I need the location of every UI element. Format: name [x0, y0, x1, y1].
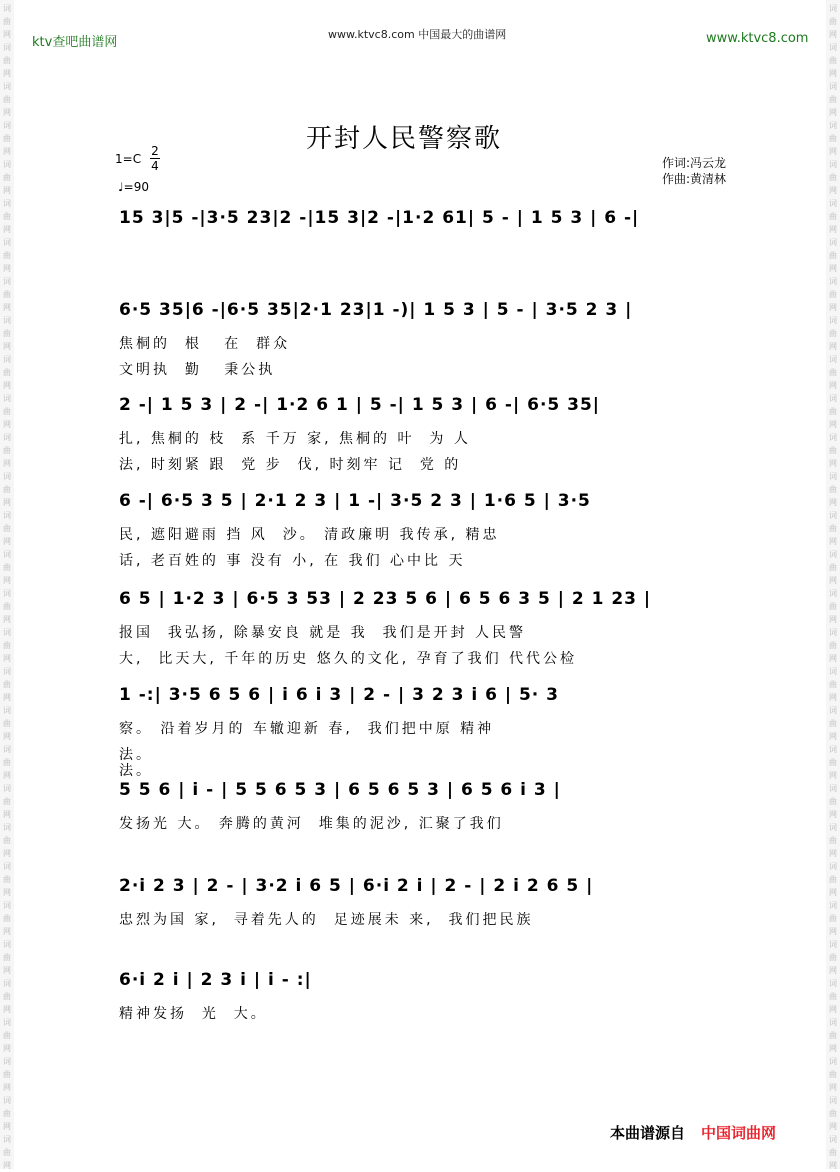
watermark-char: 词 [3, 901, 11, 910]
watermark-char: 词 [829, 277, 837, 286]
watermark-char: 词 [829, 940, 837, 949]
watermark-char: 曲 [829, 368, 837, 377]
watermark-char: 词 [3, 550, 11, 559]
watermark-char: 曲 [829, 485, 837, 494]
watermark-char: 曲 [3, 446, 11, 455]
watermark-char: 曲 [829, 914, 837, 923]
composer-credit: 作曲:黄清林 [662, 172, 727, 186]
watermark-char: 词 [3, 940, 11, 949]
watermark-char: 网 [829, 888, 837, 897]
notation-line: 6 -| 6·5 3 5 | 2·1 2 3 | 1 -| 3·5 2 3 | 1·6 5 | 3·5 [119, 491, 591, 511]
notation-line: 6·5 35|6 -|6·5 35|2·1 23|1 -)| 1 5 3 | 5 - | 3·5 2 3 | [119, 300, 633, 320]
watermark-char: 网 [829, 966, 837, 975]
watermark-char: 曲 [829, 1031, 837, 1040]
watermark-char: 词 [829, 628, 837, 637]
watermark-char: 曲 [3, 953, 11, 962]
watermark-char: 网 [829, 654, 837, 663]
watermark-char: 词 [829, 511, 837, 520]
watermark-char: 网 [829, 1122, 837, 1131]
source-label: 本曲谱源自 [610, 1124, 686, 1142]
watermark-char: 曲 [829, 251, 837, 260]
watermark-char: 曲 [3, 407, 11, 416]
lyric-line: 文明执 勤 秉公执 [119, 362, 276, 378]
watermark-char: 词 [829, 667, 837, 676]
watermark-char: 网 [829, 693, 837, 702]
watermark-char: 网 [829, 849, 837, 858]
key-signature: 1=C [115, 152, 142, 166]
watermark-char: 网 [829, 225, 837, 234]
watermark-char: 曲 [3, 875, 11, 884]
watermark-char: 曲 [829, 875, 837, 884]
time-signature [150, 144, 160, 173]
watermark-char: 曲 [829, 836, 837, 845]
watermark-char: 词 [3, 433, 11, 442]
watermark-char: 曲 [3, 1031, 11, 1040]
watermark-char: 词 [829, 316, 837, 325]
watermark-char: 曲 [3, 95, 11, 104]
watermark-char: 词 [829, 784, 837, 793]
watermark-char: 网 [829, 615, 837, 624]
site-name-center[interactable]: www.ktvc8.com 中国最大的曲谱网 [328, 28, 507, 41]
watermark-char: 词 [829, 1018, 837, 1027]
watermark-char: 曲 [829, 641, 837, 650]
watermark-char: 网 [3, 1083, 11, 1092]
watermark-char: 网 [829, 147, 837, 156]
watermark-char: 网 [829, 459, 837, 468]
watermark-char: 词 [3, 979, 11, 988]
watermark-char: 网 [3, 849, 11, 858]
watermark-char: 曲 [3, 563, 11, 572]
source-credit [610, 1122, 776, 1143]
watermark-char: 词 [829, 589, 837, 598]
watermark-char: 网 [3, 888, 11, 897]
watermark-char: 网 [829, 810, 837, 819]
watermark-char: 曲 [3, 173, 11, 182]
lyric-line: 忠烈为国 家, 寻着先人的 足迹展未 来, 我们把民族 [119, 912, 534, 928]
lyric-line: 察。 沿着岁月的 车辙迎新 春, 我们把中原 精神 [119, 721, 495, 737]
watermark-char: 曲 [3, 17, 11, 26]
lyric-line: 扎, 焦桐的 枝 系 千万 家, 焦桐的 叶 为 人 [119, 431, 471, 447]
watermark-char: 曲 [829, 992, 837, 1001]
meter-top: 2 [151, 144, 159, 158]
watermark-char: 曲 [3, 719, 11, 728]
watermark-char: 网 [829, 1005, 837, 1014]
watermark-char: 曲 [3, 485, 11, 494]
lyric-line: 话, 老百姓的 事 没有 小, 在 我们 心中比 天 [119, 553, 466, 569]
watermark-char: 词 [829, 4, 837, 13]
notation-line: 5 5 6 | i - | 5 5 6 5 3 | 6 5 6 5 3 | 6 5 6 i 3 | [119, 780, 561, 800]
watermark-char: 曲 [3, 290, 11, 299]
watermark-char: 网 [3, 69, 11, 78]
watermark-char: 网 [829, 498, 837, 507]
watermark-char: 曲 [829, 1070, 837, 1079]
watermark-char: 网 [3, 771, 11, 780]
watermark-char: 词 [3, 1057, 11, 1066]
watermark-char: 词 [3, 1135, 11, 1144]
watermark-char: 曲 [829, 212, 837, 221]
watermark-char: 词 [829, 901, 837, 910]
watermark-char: 词 [829, 862, 837, 871]
lyric-line: 法。 [119, 747, 153, 763]
watermark-char: 曲 [3, 836, 11, 845]
watermark-char: 词 [3, 316, 11, 325]
watermark-char: 网 [3, 927, 11, 936]
watermark-char: 曲 [829, 329, 837, 338]
watermark-char: 网 [829, 1083, 837, 1092]
notation-line: 15 3|5 -|3·5 23|2 -|15 3|2 -|1·2 61| 5 - | 1 5 3 | 6 -| [119, 208, 640, 228]
watermark-char: 曲 [829, 56, 837, 65]
watermark-char: 词 [3, 628, 11, 637]
watermark-char: 词 [3, 277, 11, 286]
watermark-char: 词 [829, 706, 837, 715]
watermark-char: 网 [3, 381, 11, 390]
watermark-char: 词 [829, 82, 837, 91]
watermark-char: 网 [829, 186, 837, 195]
watermark-char: 词 [829, 160, 837, 169]
watermark-char: 网 [829, 303, 837, 312]
watermark-char: 网 [3, 30, 11, 39]
watermark-char: 词 [3, 355, 11, 364]
watermark-char: 网 [3, 1005, 11, 1014]
watermark-char: 网 [3, 810, 11, 819]
watermark-char: 网 [829, 732, 837, 741]
watermark-char: 网 [3, 225, 11, 234]
watermark-char: 网 [3, 264, 11, 273]
watermark-char: 词 [3, 589, 11, 598]
lyric-line: 发扬光 大。 奔腾的黄河 堆集的泥沙, 汇聚了我们 [119, 816, 504, 832]
watermark-char: 曲 [3, 992, 11, 1001]
watermark-char: 网 [829, 69, 837, 78]
watermark-char: 词 [829, 745, 837, 754]
watermark-char: 网 [3, 732, 11, 741]
source-site-link[interactable]: 中国词曲网 [701, 1124, 777, 1142]
watermark-char: 网 [829, 264, 837, 273]
watermark-char: 网 [829, 576, 837, 585]
watermark-char: 词 [829, 43, 837, 52]
notation-line: 6·i 2 i | 2 3 i | i - :| [119, 970, 312, 990]
watermark-char: 词 [3, 238, 11, 247]
watermark-char: 网 [3, 459, 11, 468]
tempo-marking: ♩=90 [118, 180, 149, 194]
watermark-char: 曲 [829, 446, 837, 455]
watermark-char: 网 [829, 1161, 837, 1170]
watermark-char: 词 [3, 4, 11, 13]
notation-line: 2 -| 1 5 3 | 2 -| 1·2 6 1 | 5 -| 1 5 3 | 6 -| 6·5 35| [119, 395, 601, 415]
watermark-char: 曲 [3, 797, 11, 806]
watermark-char: 曲 [3, 56, 11, 65]
watermark-char: 词 [829, 979, 837, 988]
watermark-char: 网 [3, 537, 11, 546]
watermark-char: 曲 [829, 1148, 837, 1157]
notation-line: 2·i 2 3 | 2 - | 3·2 i 6 5 | 6·i 2 i | 2 - | 2 i 2 6 5 | [119, 876, 594, 896]
watermark-char: 网 [3, 342, 11, 351]
watermark-char: 词 [3, 1018, 11, 1027]
watermark-char: 网 [829, 1044, 837, 1053]
watermark-char: 网 [829, 420, 837, 429]
notation-line: 6 5 | 1·2 3 | 6·5 3 53 | 2 23 5 6 | 6 5 6 3 5 | 2 1 23 | [119, 589, 652, 609]
watermark-char: 词 [3, 667, 11, 676]
watermark-char: 网 [3, 186, 11, 195]
watermark-char: 网 [3, 1161, 11, 1170]
watermark-char: 曲 [3, 914, 11, 923]
watermark-char: 词 [829, 238, 837, 247]
watermark-char: 网 [3, 147, 11, 156]
watermark-char: 曲 [3, 680, 11, 689]
lyric-line: 民, 遮阳避雨 挡 风 沙。 清政廉明 我传承, 精忠 [119, 527, 500, 543]
watermark-char: 网 [3, 303, 11, 312]
watermark-char: 网 [3, 108, 11, 117]
watermark-char: 词 [3, 784, 11, 793]
watermark-char: 词 [3, 511, 11, 520]
watermark-char: 曲 [829, 563, 837, 572]
watermark-char: 词 [3, 394, 11, 403]
watermark-char: 网 [3, 654, 11, 663]
watermark-char: 词 [3, 823, 11, 832]
watermark-char: 曲 [3, 1070, 11, 1079]
watermark-char: 曲 [3, 1109, 11, 1118]
watermark-char: 网 [829, 927, 837, 936]
watermark-char: 词 [829, 550, 837, 559]
watermark-char: 网 [829, 30, 837, 39]
watermark-char: 曲 [3, 758, 11, 767]
watermark-char: 曲 [3, 212, 11, 221]
lyric-line: 报国 我弘扬, 除暴安良 就是 我 我们是开封 人民警 [119, 625, 527, 641]
watermark-char: 词 [3, 199, 11, 208]
watermark-char: 词 [3, 160, 11, 169]
watermark-char: 曲 [829, 407, 837, 416]
watermark-char: 网 [3, 576, 11, 585]
watermark-char: 曲 [829, 134, 837, 143]
watermark-char: 网 [3, 1044, 11, 1053]
watermark-char: 词 [829, 1096, 837, 1105]
watermark-char: 曲 [829, 797, 837, 806]
notation-line: 1 -:| 3·5 6 5 6 | i 6 i 3 | 2 - | 3 2 3 i 6 | 5· 3 [119, 685, 559, 705]
watermark-char: 曲 [3, 602, 11, 611]
watermark-char: 曲 [829, 290, 837, 299]
meter-bottom: 4 [151, 159, 159, 173]
watermark-char: 曲 [829, 719, 837, 728]
lyric-line: 焦桐的 根 在 群众 [119, 336, 291, 352]
watermark-char: 词 [3, 745, 11, 754]
watermark-char: 词 [829, 199, 837, 208]
watermark-char: 曲 [829, 524, 837, 533]
lyric-line: 精神发扬 光 大。 [119, 1006, 268, 1022]
watermark-char: 网 [3, 693, 11, 702]
watermark-char: 曲 [829, 758, 837, 767]
watermark-char: 曲 [3, 641, 11, 650]
watermark-char: 网 [3, 420, 11, 429]
watermark-char: 词 [3, 706, 11, 715]
watermark-char: 曲 [3, 329, 11, 338]
site-name-left[interactable]: ktv查吧曲谱网 [32, 35, 118, 50]
site-url-right[interactable]: www.ktvc8.com [706, 31, 809, 46]
watermark-char: 词 [829, 1135, 837, 1144]
watermark-char: 网 [829, 381, 837, 390]
watermark-char: 曲 [3, 524, 11, 533]
watermark-char: 网 [829, 342, 837, 351]
watermark-char: 词 [829, 472, 837, 481]
watermark-char: 词 [829, 433, 837, 442]
watermark-char: 网 [829, 108, 837, 117]
watermark-char: 网 [829, 771, 837, 780]
watermark-char: 网 [3, 966, 11, 975]
lyric-line: 法。 [119, 763, 153, 779]
watermark-char: 词 [3, 43, 11, 52]
watermark-char: 词 [829, 394, 837, 403]
watermark-char: 曲 [3, 1148, 11, 1157]
watermark-char: 词 [829, 355, 837, 364]
watermark-char: 词 [3, 1096, 11, 1105]
watermark-char: 曲 [3, 251, 11, 260]
song-title: 开封人民警察歌 [306, 124, 503, 154]
watermark-char: 曲 [829, 17, 837, 26]
watermark-char: 词 [829, 121, 837, 130]
watermark-char: 词 [3, 82, 11, 91]
watermark-char: 曲 [829, 1109, 837, 1118]
watermark-char: 词 [3, 862, 11, 871]
watermark-char: 曲 [829, 602, 837, 611]
watermark-char: 网 [3, 1122, 11, 1131]
watermark-char: 曲 [829, 173, 837, 182]
lyric-line: 法, 时刻紧 跟 党 步 伐, 时刻牢 记 党 的 [119, 457, 462, 473]
watermark-char: 曲 [3, 368, 11, 377]
watermark-char: 曲 [829, 953, 837, 962]
watermark-char: 网 [3, 498, 11, 507]
watermark-char: 网 [3, 615, 11, 624]
lyric-line: 大, 比天大, 千年的历史 悠久的文化, 孕育了我们 代代公检 [119, 651, 578, 667]
watermark-char: 曲 [3, 134, 11, 143]
watermark-char: 网 [829, 537, 837, 546]
watermark-char: 曲 [829, 95, 837, 104]
watermark-char: 词 [3, 472, 11, 481]
lyricist-credit: 作词:冯云龙 [662, 156, 727, 170]
watermark-char: 词 [3, 121, 11, 130]
watermark-char: 词 [829, 1057, 837, 1066]
watermark-char: 词 [829, 823, 837, 832]
watermark-char: 曲 [829, 680, 837, 689]
